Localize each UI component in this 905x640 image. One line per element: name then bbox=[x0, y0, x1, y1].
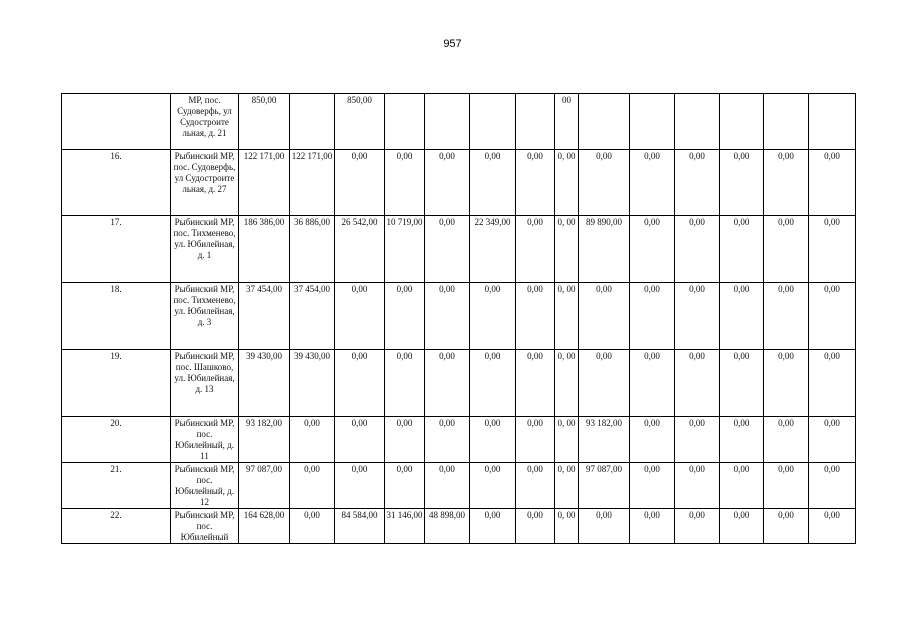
value-cell: 0,00 bbox=[579, 509, 630, 544]
value-cell: 93 182,00 bbox=[579, 417, 630, 463]
value-cell: 0,00 bbox=[720, 350, 764, 417]
value-cell: 39 430,00 bbox=[290, 350, 335, 417]
address-cell: МР, пос. Судоверфь, ул Судостроите льная, д. 21 bbox=[171, 94, 239, 150]
row-number-cell: 16. bbox=[62, 150, 171, 216]
row-number-cell: 21. bbox=[62, 463, 171, 509]
value-cell: 0,00 bbox=[675, 463, 720, 509]
value-cell: 186 386,00 bbox=[239, 216, 290, 283]
value-cell: 00 bbox=[555, 94, 579, 150]
address-cell: Рыбинский МР, пос. Шашково, ул. Юбилейная, д. 13 bbox=[171, 350, 239, 417]
row-number-cell: 18. bbox=[62, 283, 171, 350]
value-cell bbox=[470, 94, 516, 150]
row-number-cell: 19. bbox=[62, 350, 171, 417]
address-cell: Рыбинский МР, пос. Юбилейный, д. 11 bbox=[171, 417, 239, 463]
value-cell: 0,00 bbox=[675, 216, 720, 283]
value-cell: 0,00 bbox=[720, 509, 764, 544]
value-cell: 0,00 bbox=[335, 283, 385, 350]
value-cell: 0,00 bbox=[516, 350, 555, 417]
value-cell: 0,00 bbox=[335, 150, 385, 216]
table-row bbox=[62, 94, 856, 150]
value-cell: 0,00 bbox=[579, 150, 630, 216]
value-cell: 0, 00 bbox=[555, 283, 579, 350]
value-cell: 0, 00 bbox=[555, 417, 579, 463]
table-row bbox=[62, 283, 856, 350]
value-cell: 0,00 bbox=[290, 417, 335, 463]
value-cell: 0,00 bbox=[809, 417, 856, 463]
page-number: 957 bbox=[443, 38, 462, 50]
value-cell: 0,00 bbox=[385, 417, 425, 463]
value-cell bbox=[809, 94, 856, 150]
value-cell: 0,00 bbox=[385, 283, 425, 350]
value-cell: 0,00 bbox=[335, 350, 385, 417]
value-cell: 31 146,00 bbox=[385, 509, 425, 544]
value-cell: 0,00 bbox=[809, 283, 856, 350]
value-cell: 0,00 bbox=[290, 509, 335, 544]
value-cell: 122 171,00 bbox=[290, 150, 335, 216]
value-cell: 0,00 bbox=[516, 283, 555, 350]
value-cell: 0,00 bbox=[675, 350, 720, 417]
value-cell: 0,00 bbox=[764, 417, 809, 463]
value-cell: 39 430,00 bbox=[239, 350, 290, 417]
value-cell: 0,00 bbox=[516, 509, 555, 544]
value-cell: 850,00 bbox=[335, 94, 385, 150]
value-cell: 97 087,00 bbox=[579, 463, 630, 509]
value-cell: 0, 00 bbox=[555, 463, 579, 509]
value-cell: 0,00 bbox=[720, 463, 764, 509]
value-cell: 0,00 bbox=[675, 417, 720, 463]
value-cell: 0,00 bbox=[809, 150, 856, 216]
row-number-cell: 20. bbox=[62, 417, 171, 463]
value-cell: 0,00 bbox=[720, 216, 764, 283]
value-cell: 0,00 bbox=[470, 283, 516, 350]
value-cell: 84 584,00 bbox=[335, 509, 385, 544]
value-cell: 0,00 bbox=[516, 417, 555, 463]
value-cell: 0,00 bbox=[630, 150, 675, 216]
address-cell: Рыбинский МР, пос. Тихменево, ул. Юбилейная, д. 3 bbox=[171, 283, 239, 350]
table-row bbox=[62, 216, 856, 283]
value-cell: 0,00 bbox=[764, 216, 809, 283]
value-cell: 93 182,00 bbox=[239, 417, 290, 463]
table-row bbox=[62, 150, 856, 216]
value-cell: 0,00 bbox=[764, 509, 809, 544]
value-cell: 0,00 bbox=[290, 463, 335, 509]
value-cell: 10 719,00 bbox=[385, 216, 425, 283]
value-cell: 0,00 bbox=[470, 417, 516, 463]
value-cell: 0,00 bbox=[764, 150, 809, 216]
value-cell bbox=[764, 94, 809, 150]
value-cell: 0,00 bbox=[630, 417, 675, 463]
address-cell: Рыбинский МР, пос. Судоверфь, ул Судостроите льная, д. 27 bbox=[171, 150, 239, 216]
value-cell: 850,00 bbox=[239, 94, 290, 150]
value-cell: 22 349,00 bbox=[470, 216, 516, 283]
value-cell: 0,00 bbox=[675, 509, 720, 544]
value-cell: 0,00 bbox=[425, 283, 470, 350]
value-cell: 0,00 bbox=[809, 350, 856, 417]
value-cell: 37 454,00 bbox=[239, 283, 290, 350]
table-row bbox=[62, 509, 856, 544]
value-cell bbox=[290, 94, 335, 150]
value-cell: 36 886,00 bbox=[290, 216, 335, 283]
address-cell: Рыбинский МР, пос. Тихменево, ул. Юбилейная, д. 1 bbox=[171, 216, 239, 283]
value-cell: 122 171,00 bbox=[239, 150, 290, 216]
value-cell: 0,00 bbox=[385, 350, 425, 417]
value-cell: 89 890,00 bbox=[579, 216, 630, 283]
value-cell: 0,00 bbox=[335, 463, 385, 509]
value-cell: 0,00 bbox=[470, 350, 516, 417]
value-cell: 0,00 bbox=[630, 509, 675, 544]
address-cell: Рыбинский МР, пос. Юбилейный bbox=[171, 509, 239, 544]
value-cell: 0,00 bbox=[425, 417, 470, 463]
value-cell bbox=[425, 94, 470, 150]
value-cell: 0, 00 bbox=[555, 509, 579, 544]
value-cell: 0, 00 bbox=[555, 150, 579, 216]
table-row bbox=[62, 417, 856, 463]
value-cell: 0,00 bbox=[630, 350, 675, 417]
value-cell: 0,00 bbox=[720, 417, 764, 463]
row-number-cell: 17. bbox=[62, 216, 171, 283]
value-cell: 0,00 bbox=[385, 463, 425, 509]
value-cell: 0,00 bbox=[720, 283, 764, 350]
value-cell: 0,00 bbox=[425, 216, 470, 283]
value-cell: 0,00 bbox=[470, 509, 516, 544]
row-number-cell: 22. bbox=[62, 509, 171, 544]
value-cell bbox=[385, 94, 425, 150]
value-cell: 0,00 bbox=[470, 463, 516, 509]
value-cell: 0,00 bbox=[764, 350, 809, 417]
value-cell bbox=[720, 94, 764, 150]
value-cell: 0,00 bbox=[809, 509, 856, 544]
value-cell bbox=[579, 94, 630, 150]
value-cell: 0,00 bbox=[516, 150, 555, 216]
value-cell: 0, 00 bbox=[555, 216, 579, 283]
value-cell: 164 628,00 bbox=[239, 509, 290, 544]
table-row bbox=[62, 350, 856, 417]
value-cell: 0,00 bbox=[385, 150, 425, 216]
value-cell bbox=[675, 94, 720, 150]
value-cell: 0,00 bbox=[764, 463, 809, 509]
value-cell: 0,00 bbox=[425, 150, 470, 216]
value-cell: 0,00 bbox=[579, 350, 630, 417]
value-cell: 0,00 bbox=[630, 463, 675, 509]
value-cell: 0,00 bbox=[579, 283, 630, 350]
value-cell bbox=[630, 94, 675, 150]
value-cell: 48 898,00 bbox=[425, 509, 470, 544]
value-cell: 0,00 bbox=[425, 350, 470, 417]
value-cell: 0,00 bbox=[764, 283, 809, 350]
value-cell: 0,00 bbox=[720, 150, 764, 216]
value-cell: 0,00 bbox=[516, 463, 555, 509]
value-cell: 97 087,00 bbox=[239, 463, 290, 509]
value-cell: 0,00 bbox=[335, 417, 385, 463]
value-cell: 0,00 bbox=[630, 216, 675, 283]
table-row bbox=[62, 463, 856, 509]
row-number-cell bbox=[62, 94, 171, 150]
value-cell bbox=[516, 94, 555, 150]
data-table bbox=[61, 93, 856, 544]
value-cell: 0,00 bbox=[516, 216, 555, 283]
value-cell: 0,00 bbox=[675, 283, 720, 350]
address-cell: Рыбинский МР, пос. Юбилейный, д. 12 bbox=[171, 463, 239, 509]
value-cell: 0,00 bbox=[675, 150, 720, 216]
value-cell: 0,00 bbox=[425, 463, 470, 509]
value-cell: 37 454,00 bbox=[290, 283, 335, 350]
value-cell: 26 542,00 bbox=[335, 216, 385, 283]
value-cell: 0,00 bbox=[809, 216, 856, 283]
value-cell: 0,00 bbox=[470, 150, 516, 216]
value-cell: 0,00 bbox=[630, 283, 675, 350]
value-cell: 0, 00 bbox=[555, 350, 579, 417]
value-cell: 0,00 bbox=[809, 463, 856, 509]
